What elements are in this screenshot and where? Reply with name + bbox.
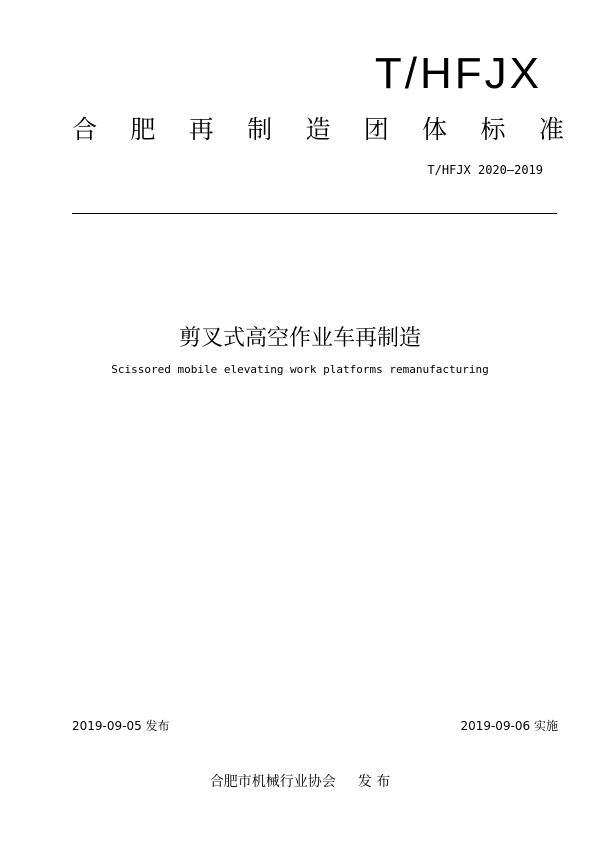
publisher-name: 合肥市机械行业协会: [209, 774, 336, 790]
standard-type-char: 制: [247, 115, 273, 144]
release-date: 2019-09-05 发布: [72, 719, 170, 733]
standard-number: T/HFJX 2020—2019: [427, 163, 543, 177]
implementation-date: 2019-09-06 实施: [460, 719, 558, 733]
standard-type-char: 合: [72, 115, 98, 144]
standard-type-char: 标: [480, 115, 506, 144]
publisher-line: [0, 772, 600, 792]
header-divider: [72, 213, 557, 214]
standard-type-char: 再: [188, 115, 214, 144]
standard-type-char: 造: [305, 115, 331, 144]
standard-type-char: 准: [538, 115, 564, 144]
standard-type-char: 体: [422, 115, 448, 144]
standard-type-char: 肥: [130, 115, 156, 144]
document-title-chinese: 剪叉式高空作业车再制造: [178, 326, 421, 351]
document-title-english: Scissored mobile elevating work platforms remanufacturing: [111, 363, 489, 376]
standard-type-heading: [72, 114, 564, 146]
standard-logo-mark: T/HFJX: [374, 49, 542, 98]
standard-type-char: 团: [363, 115, 389, 144]
publisher-action: 发 布: [357, 774, 391, 790]
